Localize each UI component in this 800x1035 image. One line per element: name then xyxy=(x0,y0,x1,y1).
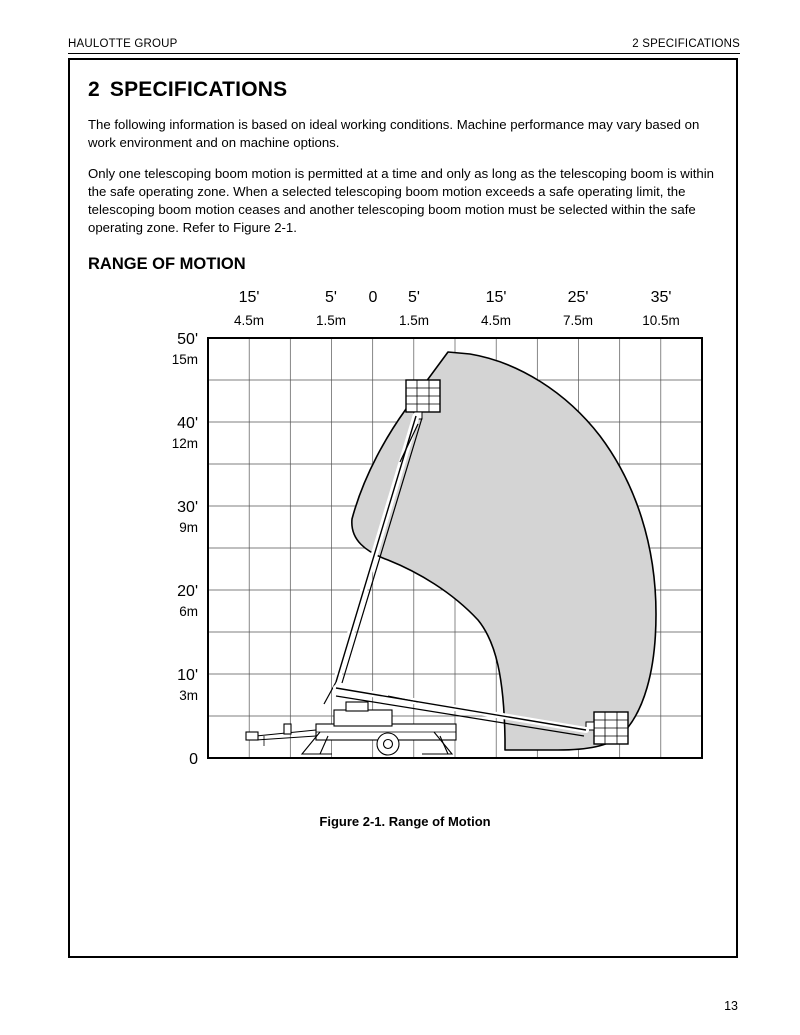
section-title: RANGE OF MOTION xyxy=(88,255,246,274)
x-label-ft-4: 15' xyxy=(485,289,507,307)
chapter-number: 2 xyxy=(88,78,100,101)
x-label-m-3: 1.5m xyxy=(398,313,430,329)
boom-motion-paragraph: Only one telescoping boom motion is permitted at a time and only as long as the telescoping boom is within the safe operating zone. When a selected telescoping boom motion exceeds a safe operating limit, the telescoping boom motion ceases and another telescoping boom motion must be selected within the safe operating zone. Refer to Figure 2-1. xyxy=(88,166,715,236)
header-section: 2 SPECIFICATIONS xyxy=(632,38,740,50)
x-label-ft-0: 15' xyxy=(238,289,260,307)
y-label-m-0: 15m xyxy=(171,352,198,368)
x-axis-meter-labels xyxy=(234,313,680,328)
x-label-m-0: 4.5m xyxy=(233,313,265,329)
page-title xyxy=(88,78,718,102)
y-label-m-1: 12m xyxy=(171,436,198,452)
x-axis-feet-labels xyxy=(239,289,672,306)
y-label-ft-3: 20' xyxy=(177,583,198,601)
content-frame xyxy=(68,58,738,958)
intro-paragraph: The following information is based on ideal working conditions. Machine performance may vary based on work environment and on machine options. xyxy=(88,117,700,151)
figure-caption: Figure 2-1. Range of Motion xyxy=(319,814,491,830)
page-number: 13 xyxy=(724,999,738,1013)
x-label-ft-3: 5' xyxy=(408,289,420,307)
x-label-m-4: 4.5m xyxy=(480,313,512,329)
y-label-ft-1: 40' xyxy=(177,415,198,433)
x-label-ft-5: 25' xyxy=(567,289,589,307)
x-label-ft-2: 0 xyxy=(368,289,378,307)
x-label-m-1: 1.5m xyxy=(315,313,347,329)
page-header xyxy=(68,38,740,54)
y-label-m-2: 9m xyxy=(179,520,198,536)
chart-svg xyxy=(88,284,722,804)
y-label-ft-4: 10' xyxy=(177,667,198,685)
chapter-title-text: SPECIFICATIONS xyxy=(109,78,288,101)
x-label-m-5: 7.5m xyxy=(562,313,594,329)
y-label-m-3: 6m xyxy=(179,604,198,620)
range-of-motion-chart xyxy=(88,284,722,830)
x-label-ft-1: 5' xyxy=(325,289,337,307)
x-label-ft-6: 35' xyxy=(650,289,672,307)
header-company: HAULOTTE GROUP xyxy=(68,38,178,50)
y-label-ft-2: 30' xyxy=(177,499,198,517)
x-label-m-6: 10.5m xyxy=(642,313,680,329)
y-label-ft-0: 50' xyxy=(177,331,198,349)
y-axis-meter-labels xyxy=(172,352,198,703)
y-label-ft-5: 0 xyxy=(189,751,198,769)
y-label-m-4: 3m xyxy=(179,688,198,704)
